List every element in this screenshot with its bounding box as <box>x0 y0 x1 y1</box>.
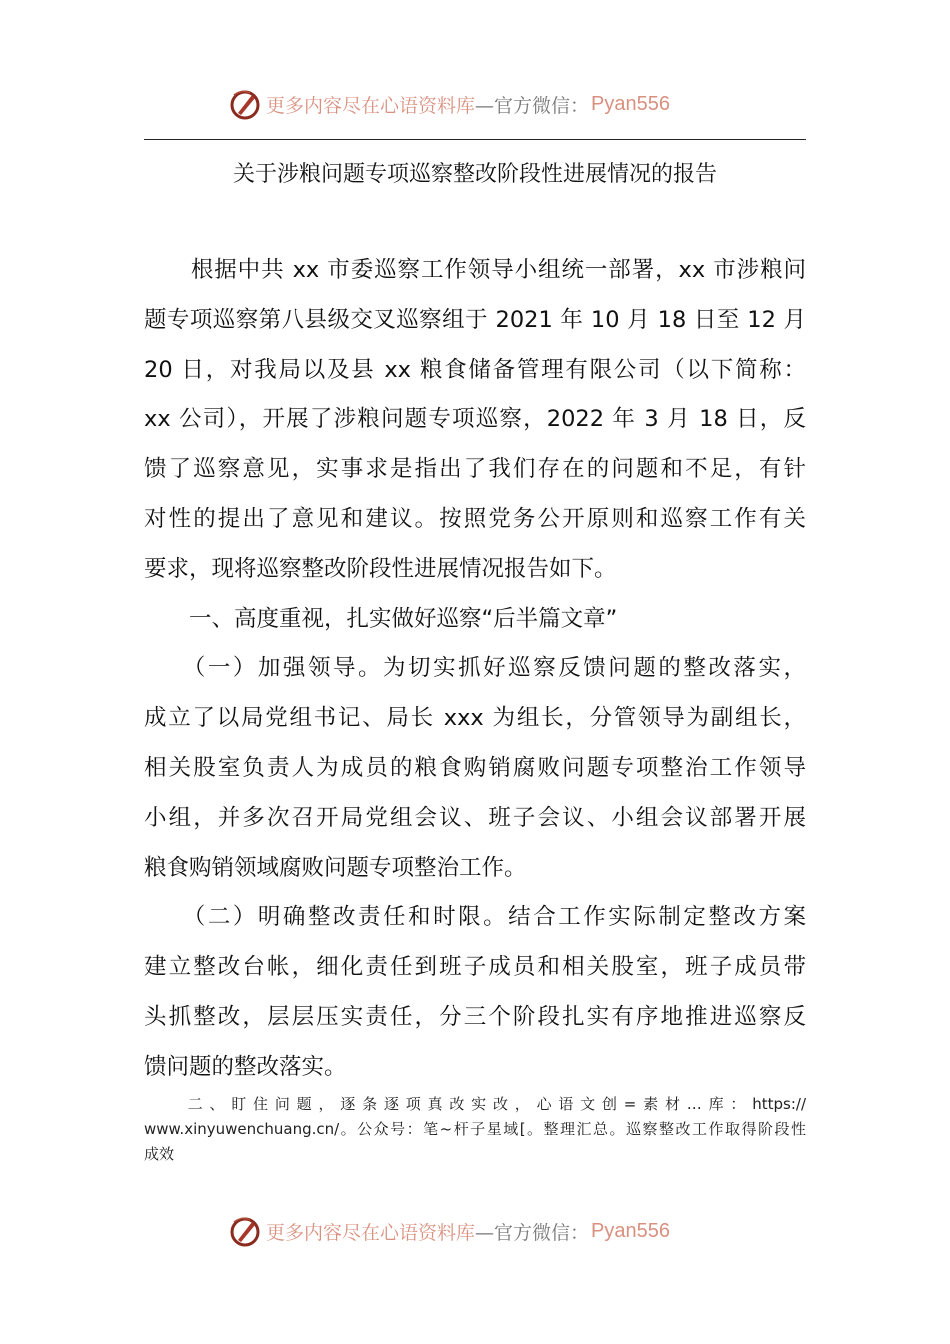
body-line: 要求，现将巡察整改阶段性进展情况报告如下。 <box>144 555 617 582</box>
pen-logo-icon <box>228 87 262 121</box>
pen-logo-icon <box>228 1214 262 1248</box>
body-line: 一、高度重视，扎实做好巡察“后半篇文章” <box>144 605 618 632</box>
body-line: 对性的提出了意见和建议。按照党务公开原则和巡察工作有关 <box>144 506 806 532</box>
footer-banner <box>228 1211 728 1251</box>
small-line: 二、盯住问题，逐条逐项真改实改，心语文创=素材…库：https:// <box>144 1095 806 1113</box>
body-line: 成立了以局党组书记、局长 xxx 为组长，分管领导为副组长， <box>144 705 806 732</box>
body-line: 建立整改台帐，细化责任到班子成员和相关股室，班子成员带 <box>144 954 806 981</box>
body-line: 馈了巡察意见，实事求是指出了我们存在的问题和不足，有针 <box>144 456 806 483</box>
header-rule <box>144 139 806 140</box>
banner-text: 更多内容尽在心语资料库 <box>266 1221 476 1244</box>
banner-wechat-label: —官方微信： <box>475 94 590 117</box>
body-line: 相关股室负责人为成员的粮食购销腐败问题专项整治工作领导 <box>144 755 806 781</box>
header-banner <box>228 84 728 124</box>
small-paragraph <box>144 1092 806 1167</box>
body-line: 20 日，对我局以及县 xx 粮食储备管理有限公司（以下简称： <box>144 356 806 383</box>
small-line: 成效 <box>144 1145 175 1163</box>
body-line: 题专项巡察第八县级交叉巡察组于 2021 年 10 月 18 日至 12 月 <box>144 306 806 333</box>
body-line: 小组，并多次召开局党组会议、班子会议、小组会议部署开展 <box>144 804 806 831</box>
banner-wechat-id: Pyan556 <box>591 1219 670 1242</box>
body-line: 根据中共 xx 市委巡察工作领导小组统一部署，xx 市涉粮问 <box>144 257 806 283</box>
body-line: （一）加强领导。为切实抓好巡察反馈问题的整改落实， <box>144 655 806 682</box>
body-line: xx 公司），开展了涉粮问题专项巡察，2022 年 3 月 18 日，反 <box>144 406 806 433</box>
small-line: www.xinyuwenchuang.cn/。公众号：笔~杆子星域[。整理汇总。巡察整改工作取得阶段性 <box>144 1120 806 1138</box>
body-line: 粮食购销领域腐败问题专项整治工作。 <box>144 854 527 881</box>
body-line: （二）明确整改责任和时限。结合工作实际制定整改方案 <box>144 904 806 931</box>
body-line: 头抓整改，层层压实责任，分三个阶段扎实有序地推进巡察反 <box>144 1004 806 1030</box>
body-line: 馈问题的整改落实。 <box>144 1053 347 1080</box>
document-title: 关于涉粮问题专项巡察整改阶段性进展情况的报告 <box>232 162 717 187</box>
banner-text: 更多内容尽在心语资料库 <box>266 94 476 117</box>
banner-wechat-id: Pyan556 <box>591 92 670 115</box>
banner-wechat-label: —官方微信： <box>475 1221 590 1244</box>
